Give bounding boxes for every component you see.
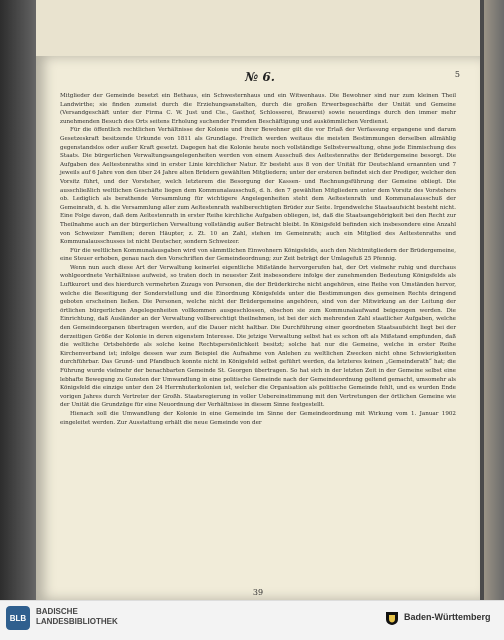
page-header	[60, 70, 460, 90]
paragraph: Mitglieder der Gemeinde besetzt ein Bethaus, ein Schwesternhaus und ein Witwenhaus. Die Bewohner sind nur zum kleinen Theil Landwirthe; sie finden zumeist durch die Erziehungsanstalten, durch die großen Erwerbsgeschäfte der Unität und Gemeine (Versandgeschäft unter der Firma C. W. Just und Cie., Gasthof, Schlosserei, Brauerei) sowie neuerdings durch den immer mehr zunehmenden Besuch des Orts seitens Erholung suchender Fremden Beschäftigung und auskömmlichen Verdienst.	[60, 93, 456, 125]
page-title: № 6.	[245, 70, 275, 84]
baden-wuerttemberg-crest-icon	[384, 610, 400, 626]
paragraph: Für die öffentlich rechtlichen Verhältnisse der Kolonie und ihrer Bewohner gilt die vor Erlaß der Verfassung ergangene und darum Gesetzeskraft besitzende Urkunde von 1811 als Grundlage. Freilich werden weitaus die meisten Bestimmungen derselben allmählig gegenstandslos oder außer Kraft gesetzt. Dagegen hat die Kolonie heute noch vollständige Selbstverwaltung, ohne jede Einmischung des Staats. Die bürgerlichen Verwaltungsangelegenheiten werden von einem Ausschuß des Aeltestenraths der Brüdergemeine besorgt. Die Aufgaben des Aeltestenraths sind in erster Linie kirchlicher Natur. Er besteht aus 8 von der Unität für Deutschland ernannten und 7 jeweils auf 6 Jahre von den über 24 Jahre alten Brüdern gewählten Mitgliedern; unter der ersteren befindet sich der Prediger, welcher den Vorsitz führt, und der Vorsteher, welch letzterem die Besorgung der Kassen- und Rechnungsführung der Gemeine obliegt. Die ausschließlich weltlichen Geschäfte liegen dem Kommunalausschuß, d. h. den 7 gewählten Mitgliedern unter dem Vorsitz des Vorstehers ob. Lediglich als berathende Versammlung für wichtigere Angelegenheiten steht dem Aeltestenrath und Kommunalausschuß der Gemeinrath, d. h. die Versammlung aller zum Aeltestenrath wahlberechtigten Brüder zur Seite. Irgendwelche Staatsaufsicht besteht nicht. Eine Folge davon, daß dem Aeltestenrath in erster Reihe kirchliche Aufgaben obliegen, ist, daß die Staatsangehörigkeit bei den Recht zur Theilnahme auch an der bürgerlichen Verwaltung vollständig außer Betracht bleibt. In Königsfeld befinden sich insbesondere eine Anzahl von Schweizer Familien; deren Häupter, z. Zt. 10 an Zahl, stehen im Gemeinrath; auch ein Mitglied des Aeltestenraths und Kommunalausschusses ist nicht Deutscher, sondern Schweizer.	[60, 127, 456, 246]
paragraph: Hienach soll die Umwandlung der Kolonie in eine Gemeinde im Sinne der Gemeindeordnung mit Wirkung vom 1. Januar 1902 eingeleitet werden. Zur Ausstattung erhält die neue Gemeinde von der	[60, 410, 456, 426]
body-text	[60, 92, 456, 427]
page-number-bottom: 39	[252, 588, 264, 597]
book-cover-left	[0, 0, 38, 600]
library-name[interactable]	[36, 607, 118, 627]
paragraph: Wenn nun auch diese Art der Verwaltung keinerlei eigentliche Mißstände hervorgerufen hat, der Ort vielmehr ruhig und durchaus wohlgeordnete Verhältnisse aufweist, so traten doch in neuester Zeit insbesondere infolge der zunehmenden Bedeutung Königsfelds als Luftkurort und des hierdurch vermehrten Zuzugs von Personen, die der Brüderkirche nicht angehören, eine Reihe von Umständen hervor, welche die Beseitigung der Sonderstellung und die Einordnung Königsfelds unter die Bestimmungen des gemeinen Rechts dringend geboten erscheinen ließen. Die Personen, welche nicht der Brüdergemeine angehören, sind von der Mitwirkung an der Leitung der örtlichen bürgerlichen Angelegenheiten vollkommen ausgeschlossen, obschon sie zum Kommunalaufwand beigezogen werden. Die Einrichtung, daß Ausländer an der Verwaltung vollberechtigt theilnehmen, ist bei der sich mehrenden Zahl staatlicher Aufgaben, welche den Gemeindeorganen übertragen werden, auf die Dauer nicht haltbar. Die Durchführung einer geordneten Staatsaufsicht liegt bei der derzeitigen Größe der Kolonie in deren eigenstem Interesse. Die jetzige Verwaltung selbst hat es schon oft als Mißstand empfunden, daß die weltliche Ortsbehörde als solche keine Rechtspersönlichkeit besitzt; solche hat nur die Gemeine, welche in erster Reihe Kirchenverband ist; infolge dessen war zum Beispiel die Aufnahme von Anlehen zu weltlichen Zwecken nicht ohne Schwierigkeiten durchführbar. Das Grund- und Pfandbuch konnte nicht in Königsfeld selbst geführt werden, da letzteres keinen „Gemeinderath“ hat; die Führung wurde vielmehr der benachbarten Gemeinde St. Georgen übertragen. So hat sich in der letzten Zeit in der Gemeine selbst eine lebhafte Bewegung zu Gunsten der Umwandlung in eine politische Gemeinde nach der Gemeindeordnung geltend gemacht, umsomehr als Königsfeld die einzige unter den 24 Herrnhuterkolonien ist, welcher die Organisation als politische Gemeinde fehlt, und es wurden Ende vorigen Jahres durch Vertreter der Großh. Staatsregierung in voller Uebereinstimmung mit den Vertretungen der örtlichen Gemeine wie der Unität die Grundzüge für eine Neuordnung der Verhältnisse in diesem Sinne festgestellt.	[60, 264, 456, 409]
library-name-line2: LANDESBIBLIOTHEK	[36, 617, 118, 626]
region-name[interactable]: Baden-Württemberg	[404, 612, 491, 622]
page-top-edge	[36, 0, 480, 60]
footer-bar	[0, 600, 504, 640]
library-name-line1: BADISCHE	[36, 607, 78, 616]
page-number-top: 5	[454, 70, 460, 79]
book-cover-right	[484, 0, 504, 600]
paragraph: Für die weltlichen Kommunalausgaben wird von sämmtlichen Einwohnern Königsfelds, auch den Nichtmitgliedern der Brüdergemeine, eine Steuer erhoben, genau nach den Vorschriften der Gemeindeordnung; zur Zeit beträgt der Umlagefuß 25 Pfennig.	[60, 247, 456, 263]
blb-logo[interactable]: BLB	[6, 606, 30, 630]
